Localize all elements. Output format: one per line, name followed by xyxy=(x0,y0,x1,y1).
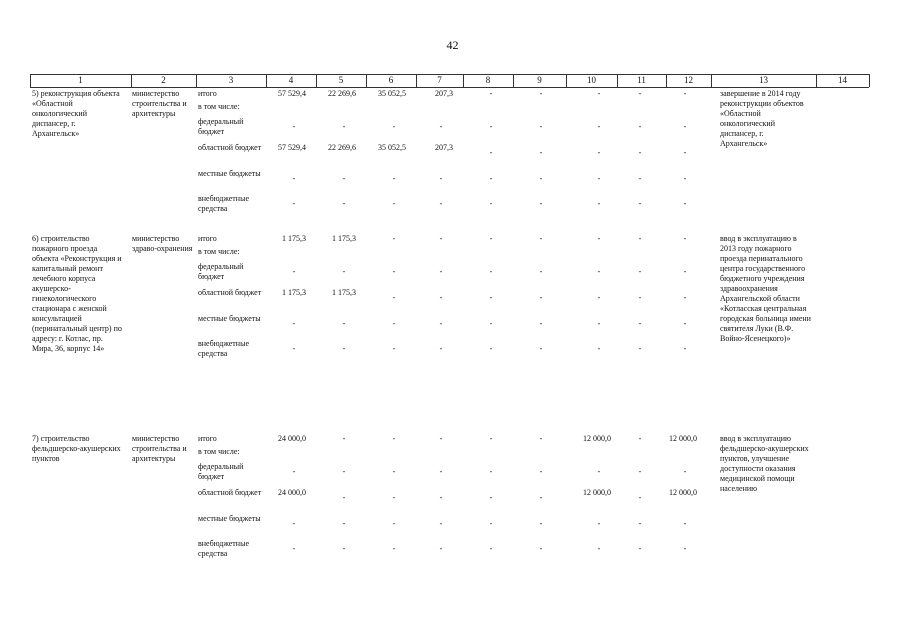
value-cell: - xyxy=(392,293,396,302)
sub-label: итого xyxy=(198,434,217,443)
value-cell: - xyxy=(342,122,346,131)
value-cell: - xyxy=(638,467,642,476)
value-cell: - xyxy=(539,89,543,98)
value-cell: - xyxy=(638,122,642,131)
value-cell: - xyxy=(489,519,493,528)
sub-label: итого xyxy=(198,89,217,98)
sub-label: областной бюджет xyxy=(198,143,262,152)
value-cell: 22 269,6 xyxy=(328,143,356,152)
value-cell: - xyxy=(392,519,396,528)
header-divider xyxy=(416,74,417,87)
header-divider xyxy=(711,74,712,87)
value-cell: - xyxy=(683,467,687,476)
header-divider xyxy=(196,74,197,87)
value-cell: - xyxy=(683,174,687,183)
header-divider xyxy=(617,74,618,87)
value-cell: - xyxy=(439,122,443,131)
value-cell: - xyxy=(683,122,687,131)
value-cell: - xyxy=(489,267,493,276)
value-cell: - xyxy=(597,293,601,302)
header-col-11: 11 xyxy=(637,75,646,85)
value-cell: - xyxy=(638,293,642,302)
row-result: ввод в эксплуатацию в 2013 году пожарного проезда перинатального центра государственного бюджетного учреждения здравоохранения Архангельской области «Котласская центральная городская больница имени святителя Луки (В.Ф. Войно-Ясенецкого)» xyxy=(720,234,811,343)
value-cell: - xyxy=(392,122,396,131)
sub-label: в том числе: xyxy=(198,447,240,456)
value-cell: - xyxy=(342,174,346,183)
header-divider xyxy=(666,74,667,87)
value-cell: - xyxy=(392,267,396,276)
value-cell: 12 000,0 xyxy=(583,488,611,497)
value-cell: 12 000,0 xyxy=(583,434,611,443)
row-name: 5) реконструкция объекта «Областной онкологический диспансер, г. Архангельск» xyxy=(32,89,120,138)
value-cell: - xyxy=(392,319,396,328)
sub-label: местные бюджеты xyxy=(198,314,261,323)
sub-label: федеральный бюджет xyxy=(198,462,244,481)
value-cell: 35 052,5 xyxy=(378,89,406,98)
value-cell: - xyxy=(439,234,443,243)
value-cell: - xyxy=(539,519,543,528)
value-cell: - xyxy=(683,267,687,276)
value-cell: - xyxy=(539,493,543,502)
value-cell: - xyxy=(638,89,642,98)
sub-label: итого xyxy=(198,234,217,243)
sub-label: федеральный бюджет xyxy=(198,262,244,281)
value-cell: - xyxy=(597,519,601,528)
header-col-12: 12 xyxy=(684,75,693,85)
header-col-14: 14 xyxy=(838,75,847,85)
value-cell: - xyxy=(439,293,443,302)
header-col-6: 6 xyxy=(388,75,394,85)
row-executor: министерство строительства и архитектуры xyxy=(132,434,187,463)
value-cell: - xyxy=(683,148,687,157)
header-divider xyxy=(366,74,367,87)
value-cell: - xyxy=(539,267,543,276)
value-cell: - xyxy=(392,544,396,553)
value-cell: - xyxy=(292,199,296,208)
value-cell: 1 175,3 xyxy=(282,234,306,243)
value-cell: - xyxy=(539,293,543,302)
value-cell: - xyxy=(638,344,642,353)
value-cell: - xyxy=(489,148,493,157)
page-number: 42 xyxy=(446,38,459,52)
value-cell: - xyxy=(392,199,396,208)
value-cell: - xyxy=(342,344,346,353)
value-cell: - xyxy=(539,199,543,208)
value-cell: - xyxy=(439,174,443,183)
sub-label: в том числе: xyxy=(198,102,240,111)
value-cell: 57 529,4 xyxy=(278,89,306,98)
header-divider xyxy=(869,74,870,87)
value-cell: - xyxy=(342,434,346,443)
value-cell: - xyxy=(539,467,543,476)
value-cell: - xyxy=(489,493,493,502)
value-cell: - xyxy=(683,519,687,528)
header-divider xyxy=(566,74,567,87)
value-cell: 1 175,3 xyxy=(282,288,306,297)
value-cell: - xyxy=(489,467,493,476)
value-cell: - xyxy=(439,199,443,208)
value-cell: 12 000,0 xyxy=(669,434,697,443)
value-cell: - xyxy=(439,544,443,553)
value-cell: - xyxy=(342,467,346,476)
header-divider xyxy=(463,74,464,87)
value-cell: - xyxy=(439,467,443,476)
header-col-2: 2 xyxy=(161,75,166,85)
value-cell: - xyxy=(597,174,601,183)
sub-label: в том числе: xyxy=(198,247,240,256)
sub-label: областной бюджет xyxy=(198,288,262,297)
value-cell: - xyxy=(292,319,296,328)
value-cell: - xyxy=(597,89,601,98)
value-cell: - xyxy=(638,148,642,157)
value-cell: - xyxy=(489,344,493,353)
value-cell: - xyxy=(597,199,601,208)
value-cell: 24 000,0 xyxy=(278,434,306,443)
value-cell: - xyxy=(392,467,396,476)
value-cell: 1 175,3 xyxy=(332,288,356,297)
row-result: ввод в эксплуатацию фельдшерско-акушерских пунктов, улучшение доступности оказания медицинской помощи населению xyxy=(720,434,809,493)
value-cell: - xyxy=(539,148,543,157)
sub-label: местные бюджеты xyxy=(198,169,261,178)
value-cell: - xyxy=(539,174,543,183)
value-cell: - xyxy=(597,467,601,476)
row-result: завершение в 2014 году реконструкции объектов «Областной онкологический диспансер, г. Архангельск» xyxy=(720,89,804,148)
sub-label: внебюджетные средства xyxy=(198,194,249,213)
value-cell: - xyxy=(489,293,493,302)
value-cell: - xyxy=(489,174,493,183)
header-divider xyxy=(816,74,817,87)
header-col-1: 1 xyxy=(78,75,83,85)
value-cell: - xyxy=(638,199,642,208)
value-cell: - xyxy=(392,234,396,243)
header-divider xyxy=(131,74,132,87)
sub-label: внебюджетные средства xyxy=(198,339,249,358)
header-col-8: 8 xyxy=(485,75,491,85)
header-col-9: 9 xyxy=(537,75,542,85)
value-cell: - xyxy=(683,89,687,98)
value-cell: - xyxy=(683,199,687,208)
value-cell: - xyxy=(392,174,396,183)
value-cell: - xyxy=(439,519,443,528)
value-cell: - xyxy=(539,122,543,131)
sub-label: внебюджетные средства xyxy=(198,539,249,558)
value-cell: 12 000,0 xyxy=(669,488,697,497)
value-cell: 22 269,6 xyxy=(328,89,356,98)
row-executor: министерство строительства и архитектуры xyxy=(132,89,187,118)
value-cell: - xyxy=(292,519,296,528)
value-cell: - xyxy=(342,319,346,328)
value-cell: - xyxy=(489,234,493,243)
value-cell: - xyxy=(597,319,601,328)
header-col-4: 4 xyxy=(288,75,294,85)
header-divider xyxy=(316,74,317,87)
value-cell: - xyxy=(539,234,543,243)
header-divider xyxy=(266,74,267,87)
row-name: 7) строительство фельдшерско-акушерских пунктов xyxy=(32,434,121,463)
value-cell: - xyxy=(539,544,543,553)
value-cell: 57 529,4 xyxy=(278,143,306,152)
value-cell: - xyxy=(392,434,396,443)
value-cell: - xyxy=(683,544,687,553)
value-cell: - xyxy=(597,122,601,131)
value-cell: - xyxy=(342,493,346,502)
value-cell: - xyxy=(292,344,296,353)
value-cell: - xyxy=(439,267,443,276)
value-cell: - xyxy=(292,267,296,276)
value-cell: - xyxy=(392,493,396,502)
row-name: 6) строительство пожарного проезда объекта «Реконструкция и капитальный ремонт лечебного корпуса акушерско-гинекологического стационара с женской консультацией (перинатальный центр) по адресу: г. Котлас, пр. Мира, 36, корпус 14» xyxy=(32,234,122,353)
value-cell: - xyxy=(638,234,642,243)
header-divider xyxy=(30,74,31,87)
value-cell: - xyxy=(638,493,642,502)
value-cell: 207,3 xyxy=(435,89,453,98)
value-cell: - xyxy=(342,544,346,553)
value-cell: - xyxy=(489,199,493,208)
value-cell: - xyxy=(292,122,296,131)
header-col-3: 3 xyxy=(228,75,234,85)
value-cell: - xyxy=(638,544,642,553)
header-col-7: 7 xyxy=(437,75,442,85)
value-cell: - xyxy=(539,344,543,353)
value-cell: - xyxy=(638,319,642,328)
sub-label: федеральный бюджет xyxy=(198,117,244,136)
value-cell: - xyxy=(638,434,642,443)
value-cell: - xyxy=(638,519,642,528)
value-cell: - xyxy=(683,293,687,302)
value-cell: - xyxy=(342,519,346,528)
sub-label: местные бюджеты xyxy=(198,514,261,523)
value-cell: - xyxy=(439,319,443,328)
value-cell: - xyxy=(292,544,296,553)
value-cell: - xyxy=(439,434,443,443)
header-col-5: 5 xyxy=(338,75,344,85)
value-cell: - xyxy=(539,434,543,443)
value-cell: - xyxy=(489,89,493,98)
value-cell: - xyxy=(597,344,601,353)
value-cell: 1 175,3 xyxy=(332,234,356,243)
value-cell: - xyxy=(342,267,346,276)
header-divider xyxy=(513,74,514,87)
value-cell: - xyxy=(392,344,396,353)
value-cell: - xyxy=(597,148,601,157)
value-cell: - xyxy=(683,344,687,353)
value-cell: - xyxy=(638,267,642,276)
value-cell: - xyxy=(597,267,601,276)
value-cell: - xyxy=(342,199,346,208)
value-cell: - xyxy=(638,174,642,183)
value-cell: - xyxy=(683,234,687,243)
value-cell: 24 000,0 xyxy=(278,488,306,497)
value-cell: - xyxy=(597,544,601,553)
value-cell: - xyxy=(292,467,296,476)
header-col-13: 13 xyxy=(759,75,768,85)
value-cell: - xyxy=(489,122,493,131)
value-cell: 207,3 xyxy=(435,143,453,152)
row-executor: министерство здраво-охранения xyxy=(132,234,193,253)
value-cell: - xyxy=(439,344,443,353)
value-cell: - xyxy=(489,434,493,443)
value-cell: - xyxy=(489,319,493,328)
value-cell: - xyxy=(489,544,493,553)
value-cell: - xyxy=(439,493,443,502)
sub-label: областной бюджет xyxy=(198,488,262,497)
value-cell: - xyxy=(597,234,601,243)
value-cell: - xyxy=(539,319,543,328)
value-cell: 35 052,5 xyxy=(378,143,406,152)
value-cell: - xyxy=(683,319,687,328)
header-col-10: 10 xyxy=(587,75,596,85)
value-cell: - xyxy=(292,174,296,183)
